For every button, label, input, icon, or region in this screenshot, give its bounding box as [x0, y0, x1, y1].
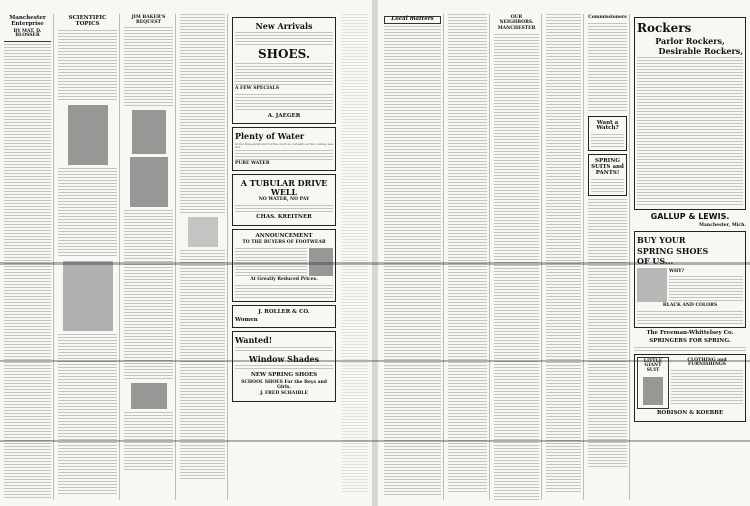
column-2: [56, 14, 120, 500]
column-3: [122, 14, 176, 500]
footwear-announcement-ad: ANNOUNCEMENT TO THE BUYERS OF FOOTWEAR At Greatly Reduced Prices.: [232, 229, 336, 302]
column-4: [178, 14, 228, 500]
advertisement-column: [230, 14, 338, 500]
roller-ad: J. ROLLER & CO. Women: [232, 305, 336, 329]
shoe-illustration: [637, 268, 667, 302]
figure-illustration-2: [130, 157, 168, 207]
rockers-ad: Rockers Parlor Rockers, Desirable Rockers,: [634, 17, 746, 210]
schaible-merchant: J. FRED SCHAIBLE: [260, 391, 308, 397]
column-b: [446, 14, 490, 500]
figure-illustration: [132, 110, 166, 154]
scene-illustration: [131, 383, 167, 409]
right-newspaper-page: [378, 0, 750, 506]
section-heading: SCIENTIFIC TOPICS: [68, 15, 107, 27]
commissioners-heading: Commissioners: [588, 15, 627, 20]
local-matters-column: [382, 14, 444, 500]
right-advertisement-column: Rockers Parlor Rockers, Desirable Rockers, GALLUP & LEWIS. Manchester, Mich. BUY YOUR SPRING SHOES OF US... WHY? BLACK AND COLORS The Freeman-Whittelsey Co. SPRINGERS FOR SPRING. LITTLE GIANT SUIT CLOTHING and FURNISHINGS ROBISON & KOEBBE: [632, 14, 748, 500]
byline: BY MAT. D. BLOSSER: [13, 28, 42, 39]
scan-artifact: [0, 262, 750, 265]
commissioners-column: [586, 14, 630, 500]
shoes-heading: SHOES.: [257, 47, 311, 62]
neighbors-column: OUR NEIGHBORS. MANCHESTER: [492, 14, 542, 500]
man-illustration: [63, 261, 113, 331]
column-1: [2, 14, 54, 500]
scan-artifact: [0, 360, 750, 362]
illustration: [68, 105, 108, 165]
jaeger-merchant: A. JAEGER: [267, 112, 301, 119]
gallup-lewis: GALLUP & LEWIS.: [650, 212, 730, 222]
neighbors-heading: OUR NEIGHBORS.: [499, 15, 534, 25]
little-giant-ad: LITTLE GIANT SUIT CLOTHING and FURNISHINGS ROBISON & KOEBBE: [634, 354, 746, 422]
drive-well-ad: A TUBULAR DRIVE WELL NO WATER, NO PAY CHAS. KREITNER: [232, 174, 336, 225]
water-ad: Plenty of Water in the household and for the stock is certainly at the coming season PURE WATER: [232, 127, 336, 171]
masthead: Manchester Enterprise: [9, 15, 46, 27]
spring-suits-ad: SPRING SUITS and PANTS!: [588, 154, 627, 195]
local-matters-heading: Local matters: [384, 16, 441, 24]
article-heading: JIM BAKER'S REQUEST: [131, 15, 166, 25]
kreitner-merchant: CHAS. KREITNER: [256, 213, 312, 220]
left-newspaper-page: [0, 0, 372, 506]
spring-shoes-ad: BUY YOUR SPRING SHOES OF US... WHY? BLACK AND COLORS: [634, 231, 746, 328]
scan-artifact: [0, 440, 750, 442]
left-margin-column: [340, 14, 370, 500]
watch-ad: Want a Watch?: [588, 116, 627, 152]
suit-illustration: [643, 377, 663, 405]
robison-koebbe: ROBISON & KOEBBE: [656, 409, 724, 416]
column-d: [544, 14, 584, 500]
small-illustration: [188, 217, 218, 247]
springers-heading: SPRINGERS FOR SPRING.: [649, 337, 731, 344]
new-arrivals-ad: New Arrivals SHOES. A FEW SPECIALS A. JAEGER: [232, 17, 336, 124]
freeman-whittelsey: The Freeman-Whittelsey Co.: [646, 330, 734, 337]
schaible-ad: Wanted! Window Shades NEW SPRING SHOES SCHOOL SHOES For the Boys and Girls. J. FRED SCHAIBLE: [232, 331, 336, 402]
